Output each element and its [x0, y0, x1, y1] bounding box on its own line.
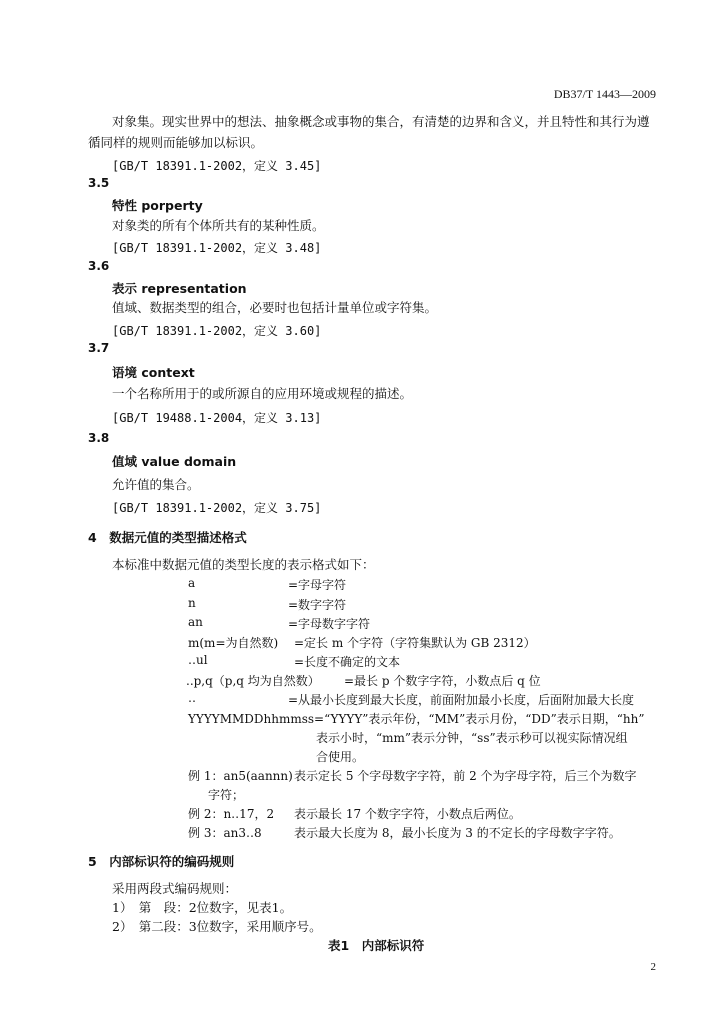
- clause-definition: 允许值的集合。: [112, 477, 200, 492]
- example-description: 表示定长 5 个字母数字字符，前 2 个为字母字符，后三个为数字: [294, 769, 637, 783]
- datetime-format-line-1: YYYYMMDDhhmmss=“YYYY”表示年份，“MM”表示月份，“DD”表示日期，“hh”: [188, 712, 645, 726]
- clause-number: 3.6: [88, 259, 110, 273]
- clause-number: 3.8: [88, 431, 110, 445]
- clause-reference: [GB/T 18391.1-2002，定义 3.75]: [112, 501, 322, 515]
- clause-number: 3.7: [88, 341, 110, 355]
- clause-term: 表示 representation: [112, 281, 247, 296]
- intro-line-1: 对象集。现实世界中的想法、抽象概念或事物的集合，有清楚的边界和含义，并且特性和其行为遵: [112, 114, 650, 129]
- example-description: 表示最长 17 个数字字符，小数点后两位。: [294, 807, 521, 821]
- clause-term: 特性 porperty: [112, 198, 203, 213]
- clause-number: 3.5: [88, 176, 110, 190]
- example-label: 例 3：an3‥8: [188, 826, 262, 840]
- format-code: an: [188, 615, 203, 629]
- format-description: =字母数字字符: [288, 617, 371, 631]
- clause-reference: [GB/T 18391.1-2002，定义 3.60]: [112, 324, 322, 338]
- example-label: 例 2：n‥17，2: [188, 807, 275, 821]
- page-number: 2: [650, 961, 656, 973]
- format-code: ..p,q（p,q 均为自然数）: [186, 674, 320, 688]
- format-code: n: [188, 596, 196, 610]
- section-5-intro: 采用两段式编码规则：: [112, 881, 238, 896]
- intro-reference: [GB/T 18391.1-2002，定义 3.45]: [112, 159, 322, 173]
- table-caption: 表1 内部标识符: [328, 938, 425, 953]
- format-description: =定长 m 个字符（字符集默认为 GB 2312）: [294, 636, 536, 650]
- clause-definition: 一个名称所用于的或所源自的应用环境或规程的描述。: [112, 386, 413, 401]
- datetime-format-line-2: 表示小时，“mm”表示分钟，“ss”表示秒可以视实际情况组: [316, 731, 628, 745]
- section-5-heading: 5 内部标识符的编码规则: [88, 854, 235, 869]
- list-item: 1） 第 段：2位数字，见表1。: [112, 900, 293, 915]
- clause-reference: [GB/T 19488.1-2004，定义 3.13]: [112, 411, 322, 425]
- section-4-heading: 4 数据元值的类型描述格式: [88, 530, 247, 545]
- format-code: ‥ul: [188, 653, 208, 667]
- section-4-intro: 本标准中数据元值的类型长度的表示格式如下：: [112, 557, 375, 572]
- clause-definition: 值域、数据类型的组合，必要时也包括计量单位或字符集。: [112, 300, 438, 315]
- clause-term: 语境 context: [112, 365, 195, 380]
- format-description: =数字字符: [288, 598, 347, 612]
- example-description: 表示最大长度为 8，最小长度为 3 的不定长的字母数字字符。: [294, 826, 621, 840]
- intro-line-2: 循同样的规则而能够加以标识。: [88, 135, 264, 150]
- list-item: 2） 第二段：3位数字，采用顺序号。: [112, 919, 322, 934]
- clause-reference: [GB/T 18391.1-2002，定义 3.48]: [112, 241, 322, 255]
- clause-definition: 对象类的所有个体所共有的某种性质。: [112, 218, 325, 233]
- format-description: =从最小长度到最大长度，前面附加最小长度，后面附加最大长度: [288, 693, 635, 707]
- format-description: =字母字符: [288, 578, 347, 592]
- example-label: 例 1：an5(aannn): [188, 769, 293, 783]
- format-description: =长度不确定的文本: [294, 655, 401, 669]
- format-code: m(m=为自然数): [188, 636, 279, 650]
- example-continuation: 字符；: [208, 788, 245, 802]
- document-code: DB37/T 1443—2009: [553, 87, 656, 101]
- clause-term: 值域 value domain: [112, 454, 237, 469]
- format-description: =最长 p 个数字字符，小数点后 q 位: [344, 674, 541, 688]
- format-code: a: [188, 576, 196, 590]
- format-code: ‥: [188, 691, 197, 705]
- datetime-format-line-3: 合使用。: [316, 750, 365, 764]
